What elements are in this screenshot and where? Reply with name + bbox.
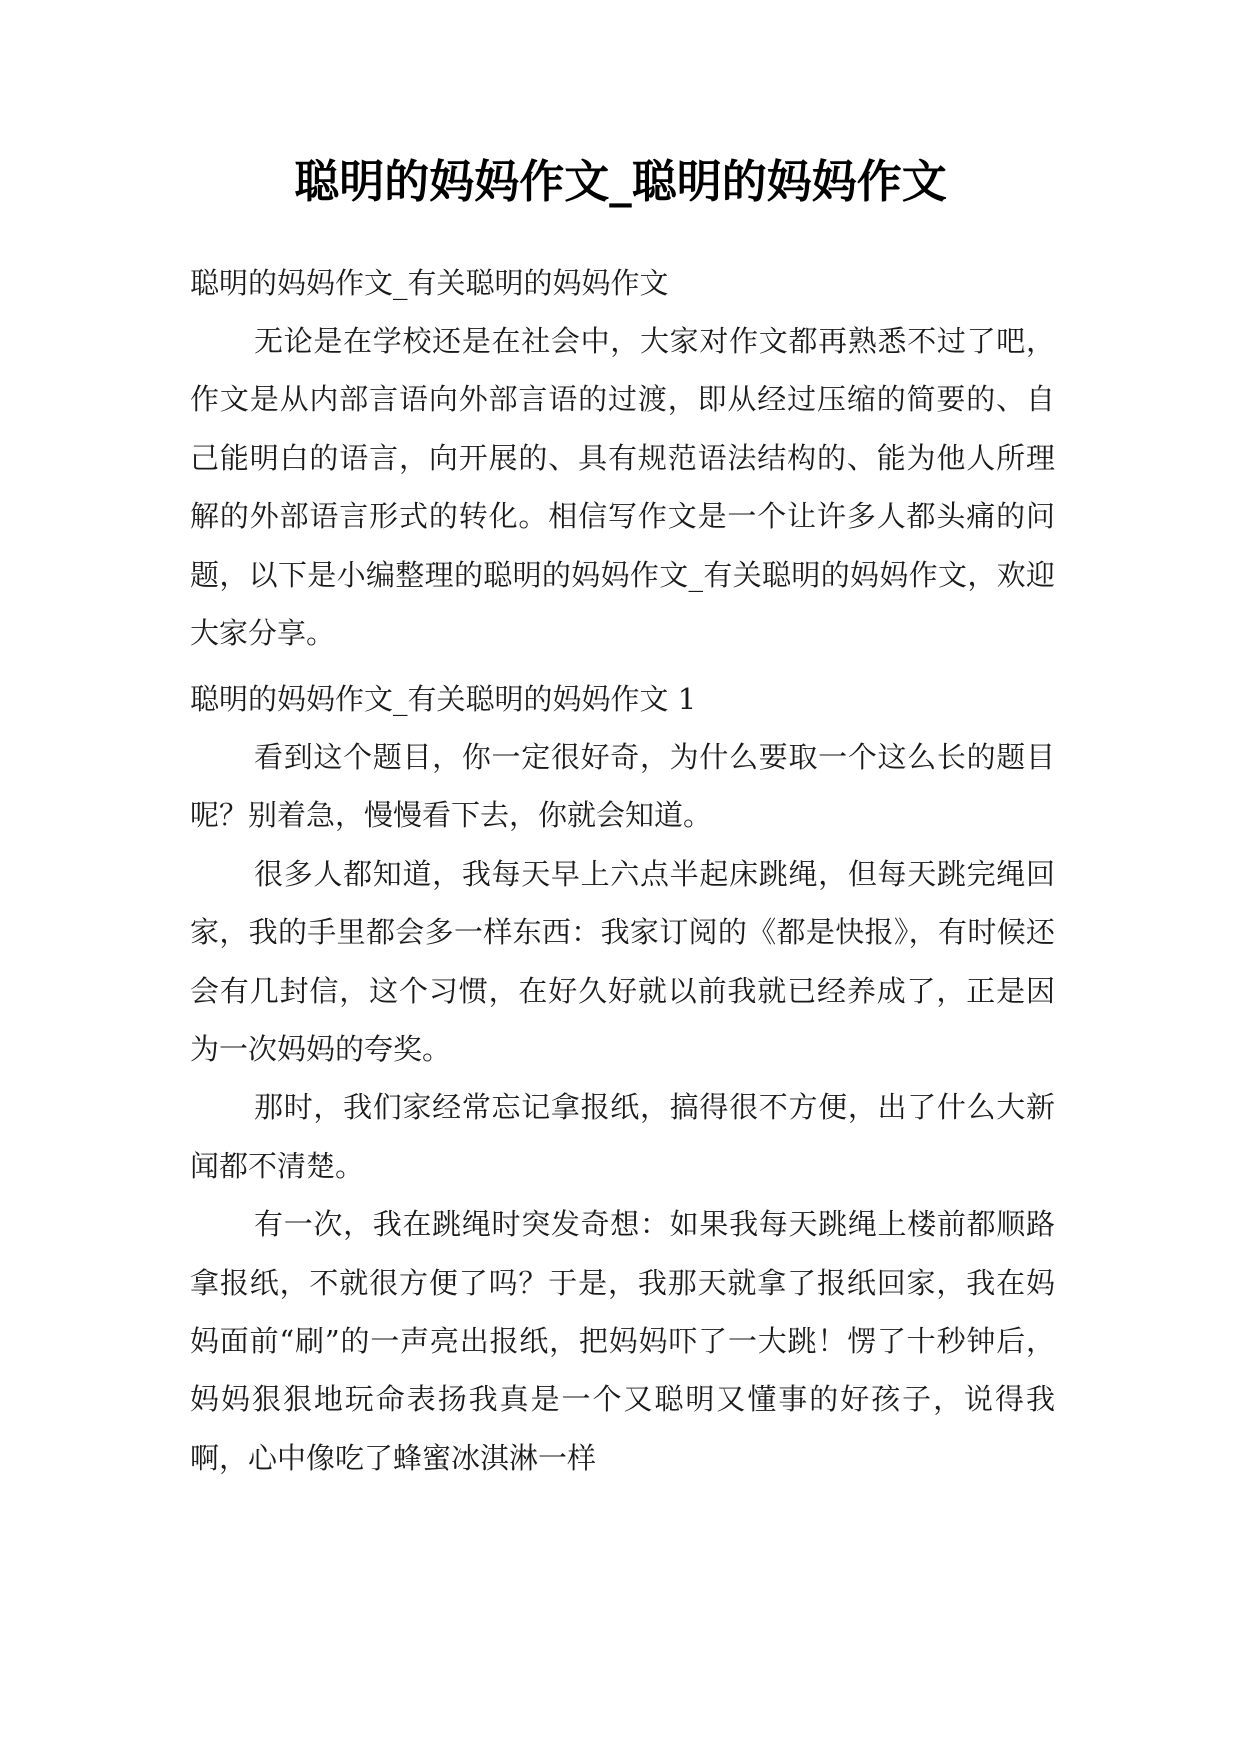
essay-paragraph: 有一次，我在跳绳时突发奇想：如果我每天跳绳上楼前都顺路拿报纸，不就很方便了吗？于是，我那天就拿了报纸回家，我在妈妈面前“刷”的一声亮出报纸，把妈妈吓了一大跳！愣了十秒钟后，妈妈狠狠地玩命表扬我真是一个又聪明又懂事的好孩子，说得我啊，心中像吃了蜂蜜冰淇淋一样 (190, 1207, 1055, 1475)
essay-paragraph: 那时，我们家经常忘记拿报纸，搞得很不方便，出了什么大新闻都不清楚。 (190, 1090, 1055, 1183)
document-body (190, 254, 1055, 662)
intro-heading: 聪明的妈妈作文_有关聪明的妈妈作文 (190, 266, 669, 300)
document-title: 聪明的妈妈作文_聪明的妈妈作文 (294, 155, 947, 208)
essay-paragraph: 很多人都知道，我每天早上六点半起床跳绳，但每天跳完绳回家，我的手里都会多一样东西：我家订阅的《都是快报》，有时候还会有几封信，这个习惯，在好久好就以前我就已经养成了，正是因为一次妈妈的夸奖。 (190, 856, 1055, 1067)
section-1-heading: 聪明的妈妈作文_有关聪明的妈妈作文 1 (190, 682, 697, 716)
essay-section-1 (190, 670, 1055, 1487)
essay-paragraph: 看到这个题目，你一定很好奇，为什么要取一个这么长的题目呢？别着急，慢慢看下去，你就会知道。 (190, 740, 1055, 833)
intro-paragraph: 无论是在学校还是在社会中，大家对作文都再熟悉不过了吧，作文是从内部言语向外部言语的过渡，即从经过压缩的简要的、自己能明白的语言，向开展的、具有规范语法结构的、能为他人所理解的外部语言形式的转化。相信写作文是一个让许多人都头痛的问题，以下是小编整理的聪明的妈妈作文_有关聪明的妈妈作文，欢迎大家分享。 (190, 324, 1055, 651)
